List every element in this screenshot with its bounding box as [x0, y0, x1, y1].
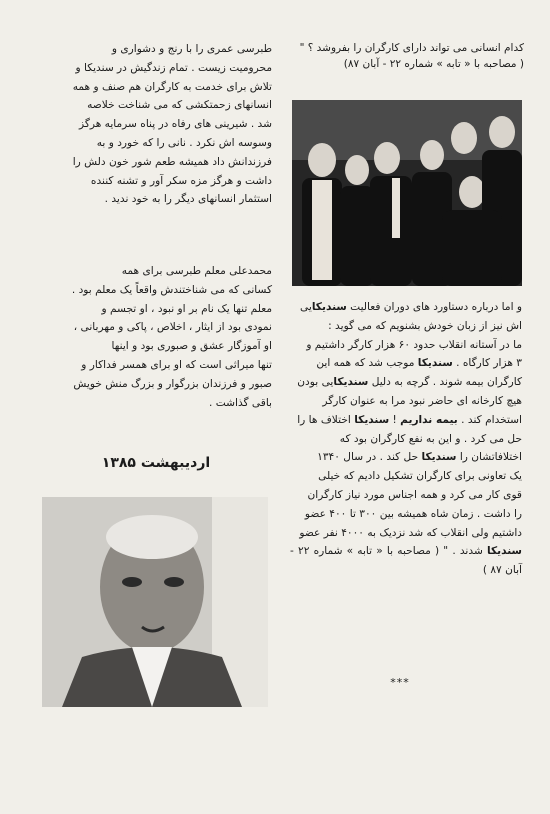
text-line: هیچ کارخانه ای حاضر نبود مرا به عنوان کارگر [322, 394, 522, 407]
bold-phrase: سندیکا [487, 545, 522, 558]
bold-phrase: سندیکا [417, 357, 453, 370]
quote-caption [288, 40, 524, 72]
text-line: تلاش برای خدمت به کارگران هم صنف و همه [72, 80, 272, 93]
text-line: ۳ هزار کارگاه . سندیکا موجب شد که همه این [316, 357, 522, 370]
bold-phrase: سندیکا [354, 413, 390, 426]
text-line: انسانهای زحمتکشی که می شناخت خلاصه [87, 99, 272, 112]
text-line: تنها میراثی است که او برای همسر فداکار و [81, 358, 272, 371]
text-line: وسوسه اش نکرد . نانی را که خورد و به [96, 136, 272, 149]
text-line: ما در آستانه انقلاب حدود ۶۰ هزار کارگر داشتیم و [306, 338, 522, 351]
date-heading: اردیبهشت ۱۳۸۵ [101, 455, 211, 471]
text-line: داشتیم ولی انقلاب که شد نزدیک به ۴۰۰۰ نفر عضو [299, 526, 522, 539]
text-line: استخدام کند . بیمه نداریم ! سندیکا اختلاف ها را [297, 413, 522, 426]
left-column-text-2 [40, 262, 272, 412]
text-line: یک تعاونی برای کارگران تشکیل دادیم که خیلی [318, 470, 522, 483]
text-line: و اما درباره دستاورد های دوران فعالیت سندیکایی [300, 301, 522, 313]
text-line: اختلافاتشان را سندیکا حل کند . در سال ۱۳۴۰ [317, 451, 522, 464]
text-line: نمودی بود از ایثار ، اخلاص ، پاکی و مهربانی ، [73, 321, 272, 334]
bold-phrase: بیمه نداریم [400, 413, 458, 426]
text-line: سندیکا شدند . " ( مصاحبه با « تابه » شماره ۲۲ - آبان ۸۷ ) [290, 545, 522, 577]
bold-phrase: سندیکا [421, 451, 457, 464]
text-line: را داشت . زمان شاه همیشه بین ۳۰۰ تا ۴۰۰ عضو [304, 507, 522, 520]
bold-phrase: سندیکا [311, 301, 347, 313]
text-line: محرومیت زیست . تمام زندگیش در سندیکا و [75, 61, 272, 74]
text-line: فرزندانش داد همیشه طعم شور خون دلش را [72, 155, 272, 168]
text-line: حل می کرد . و این به نفع کارگران بود که [339, 432, 522, 445]
group-photo [292, 100, 522, 286]
text-line: محمدعلی معلم طبرسی برای همه [121, 265, 272, 277]
text-line: صبور و فرزندان بزرگوار و بزرگ منش خویش [73, 377, 272, 390]
text-line: باقی گذاشت . [209, 396, 272, 409]
text-line: کسانی که می شناختندش واقعاً یک معلم بود . [71, 283, 272, 296]
caption-line: کدام انسانی می تواند دارای کارگران را بفروشد ؟ " [299, 42, 524, 54]
text-line: استثمار انسانهای دیگر را به خود ندید . [104, 193, 272, 206]
text-line: شد . شیرینی های رفاه در پناه سرمایه هرگز [78, 118, 272, 131]
caption-source: ( مصاحبه با « تابه » شماره ۲۲ - آبان ۸۷) [343, 58, 524, 70]
text-line: کارگران بیمه شوند . گرچه به دلیل سندیکایی بودن [297, 376, 522, 389]
text-line: داشت و هرگز مزه سکر آور و تشنه کننده [90, 174, 272, 187]
text-line: قوی کار می کرد و همه اجناس مورد نیاز کارگران [307, 488, 522, 501]
portrait-photo [42, 497, 268, 707]
text-line: معلم تنها یک نام بر او نبود ، او تجسم و [101, 302, 272, 315]
text-line: طبرسی عمری را با رنج و دشواری و [111, 43, 272, 55]
left-column-text [40, 40, 272, 209]
text-line: او آموزگار عشق و صبوری بود و اینها [111, 340, 272, 353]
bold-phrase: سندیکا [333, 376, 369, 389]
right-column-text [290, 298, 522, 580]
section-separator: *** [390, 676, 410, 689]
text-line: اش نیز از زبان خودش بشنویم که می گوید : [328, 319, 522, 332]
